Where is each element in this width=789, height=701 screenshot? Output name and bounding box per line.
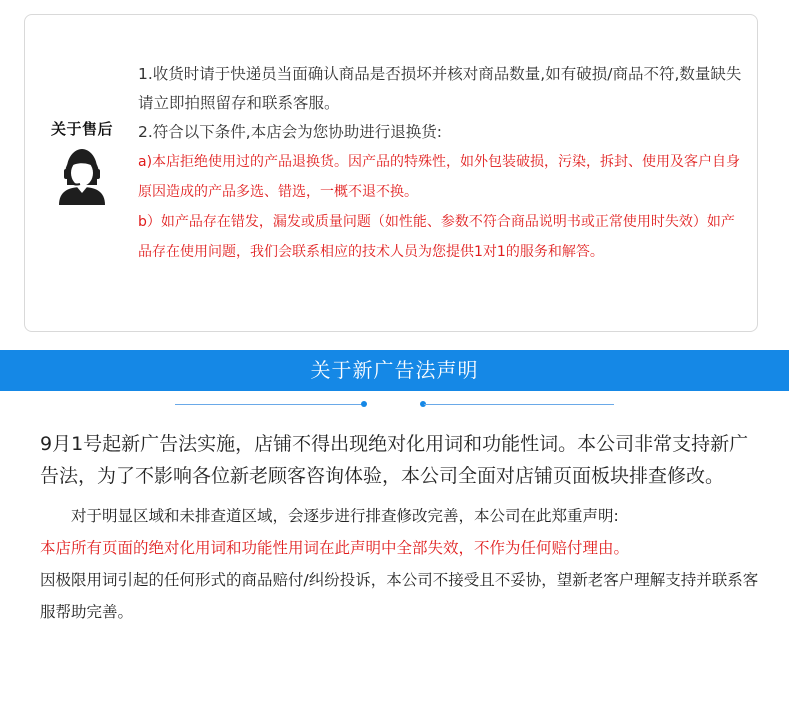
after-sales-label: 关于售后 — [50, 120, 113, 138]
divider-dot-left — [361, 401, 367, 407]
customer-service-agent-icon — [55, 145, 109, 205]
banner-divider — [0, 395, 789, 415]
statement-intro: 9月1号起新广告法实施，店铺不得出现绝对化用词和功能性词。本公司非常支持新广告法，为了不影响各位新老顾客咨询体验，本公司全面对店铺页面板块排查修改。 — [40, 433, 749, 487]
after-sales-line-1: 1.收货时请于快递员当面确认商品是否损坏并核对商品数量,如有破损/商品不符,数量缺失请立即拍照留存和联系客服。 — [138, 65, 742, 112]
after-sales-condition-a: a)本店拒绝使用过的产品退换货。因产品的特殊性，如外包装破损，污染，拆封、使用及客户自身原因造成的产品多选、错选，一概不退不换。 — [138, 154, 741, 200]
statement-declaration: 对于明显区域和未排查道区域，会逐步进行排查修改完善，本公司在此郑重声明: — [71, 507, 619, 525]
divider-line-right — [424, 404, 614, 405]
ad-law-statement — [40, 428, 760, 628]
after-sales-side — [42, 118, 122, 205]
after-sales-line-2: 2.符合以下条件,本店会为您协助进行退换货: — [138, 123, 442, 141]
divider-line-left — [175, 404, 365, 405]
statement-red-notice: 本店所有页面的绝对化用词和功能性用词在此声明中全部失效，不作为任何赔付理由。 — [40, 539, 630, 557]
ad-law-banner: 关于新广告法声明 — [0, 350, 789, 391]
statement-closing: 因极限用词引起的任何形式的商品赔付/纠纷投诉，本公司不接受且不妥协，望新老客户理解支持并联系客服帮助完善。 — [40, 571, 759, 621]
after-sales-notice — [138, 60, 748, 267]
after-sales-condition-b: b）如产品存在错发，漏发或质量问题（如性能、参数不符合商品说明书或正常使用时失效）如产品存在使用问题，我们会联系相应的技术人员为您提供1对1的服务和解答。 — [138, 214, 735, 260]
